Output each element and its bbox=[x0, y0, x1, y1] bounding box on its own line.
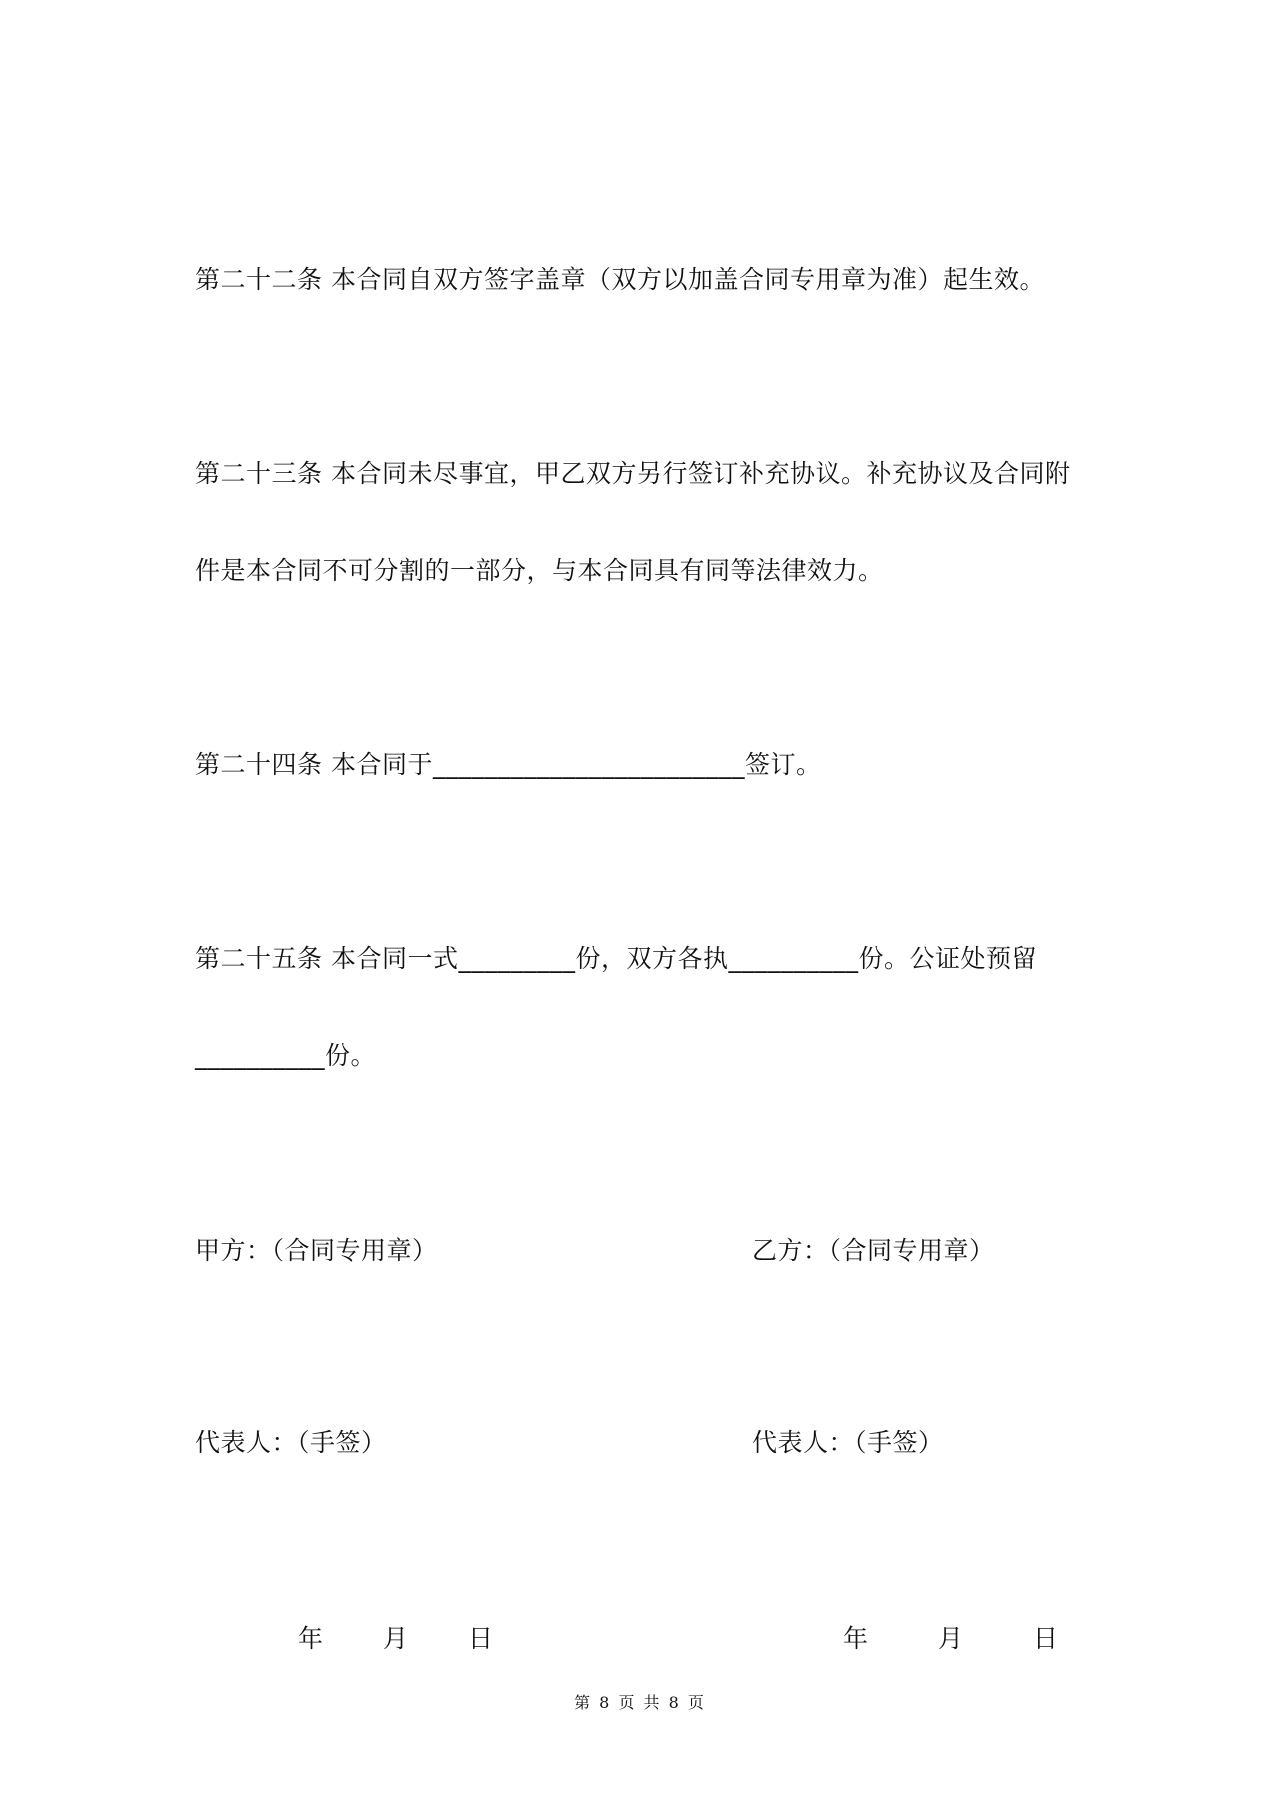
party-a-month: 月 bbox=[382, 1624, 408, 1653]
party-a-year: 年 bbox=[298, 1624, 324, 1653]
article-23-line-2: 件是本合同不可分割的一部分，与本合同具有同等法律效力。 bbox=[195, 556, 884, 585]
article-24: 第二十四条 本合同于________________________签订。 bbox=[195, 750, 822, 779]
party-b-representative: 代表人：（手签） bbox=[752, 1428, 944, 1457]
party-b-day: 日 bbox=[1032, 1624, 1058, 1653]
party-b-seal-label: 乙方：（合同专用章） bbox=[752, 1236, 995, 1265]
article-22: 第二十二条 本合同自双方签字盖章（双方以加盖合同专用章为准）起生效。 bbox=[195, 265, 1045, 294]
article-23-line-1: 第二十三条 本合同未尽事宜，甲乙双方另行签订补充协议。补充协议及合同附 bbox=[195, 459, 1071, 488]
party-a-representative: 代表人：（手签） bbox=[195, 1428, 387, 1457]
party-b-date bbox=[843, 1623, 1058, 1655]
party-b-year: 年 bbox=[843, 1624, 869, 1653]
party-b-month: 月 bbox=[937, 1624, 963, 1653]
article-25-line-1: 第二十五条 本合同一式_________份，双方各执__________份。公证处预留 bbox=[195, 944, 1037, 973]
party-a-date bbox=[298, 1623, 493, 1655]
article-25-line-2: __________份。 bbox=[195, 1041, 377, 1070]
party-a-day: 日 bbox=[467, 1624, 493, 1653]
party-a-seal-label: 甲方：（合同专用章） bbox=[195, 1236, 438, 1265]
page-number-footer: 第 8 页 共 8 页 bbox=[574, 1693, 706, 1712]
